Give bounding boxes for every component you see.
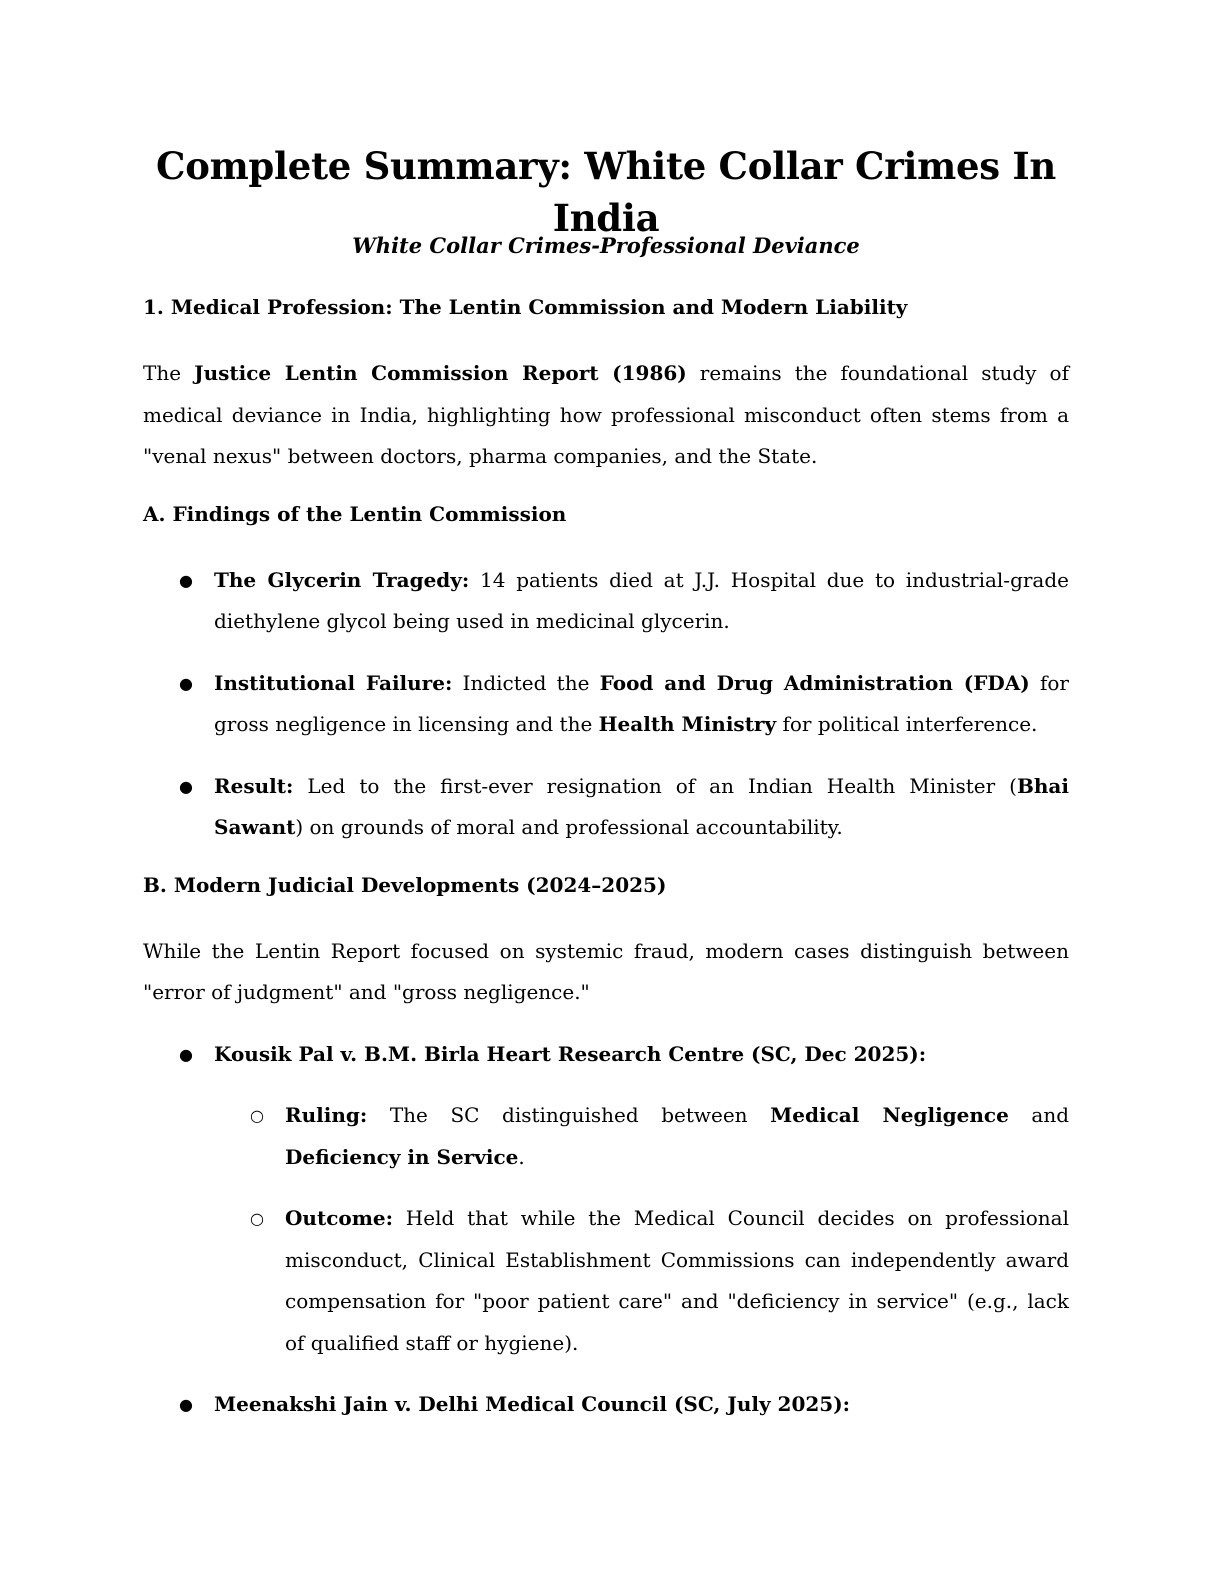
point-text: . — [518, 1144, 525, 1169]
list-item — [143, 663, 1069, 746]
bold-run: Medical Negligence — [770, 1103, 1009, 1127]
bold-run: Food and Drug Administration (FDA) — [599, 670, 1030, 695]
bullet-icon: ● — [179, 776, 193, 796]
subsection-heading-b: B. Modern Judicial Developments (2024–2025) — [143, 872, 667, 897]
bullet-icon: ● — [179, 673, 193, 693]
point-label: Ruling: — [285, 1103, 368, 1127]
case-point — [214, 1095, 1069, 1178]
bullet-icon: ● — [179, 570, 193, 590]
point-label: Outcome: — [285, 1206, 393, 1230]
case-title: Kousik Pal v. B.M. Birla Heart Research Centre (SC, Dec 2025): — [214, 1041, 927, 1066]
section-intro-paragraph — [143, 353, 1069, 478]
item-text: Indicted the — [452, 670, 600, 695]
section-heading: 1. Medical Profession: The Lentin Commission and Modern Liability — [143, 295, 908, 319]
list-item — [143, 560, 1069, 643]
bold-run: Health Ministry — [598, 712, 777, 736]
list-item — [143, 766, 1069, 849]
bold-run: Bhai Sawant — [214, 773, 1069, 839]
hollow-bullet-icon: ○ — [250, 1106, 264, 1125]
bold-run: Deficiency in Service — [285, 1144, 519, 1169]
case-points — [214, 1095, 1069, 1364]
case-item — [143, 1034, 1069, 1365]
hollow-bullet-icon: ○ — [250, 1209, 264, 1228]
item-text: for political interference. — [776, 712, 1038, 736]
case-point — [214, 1198, 1069, 1364]
findings-list — [143, 560, 1069, 849]
item-text: 14 patients died at J.J. Hospital due to industrial-grade diethylene glycol being used in medicinal glycerin. — [214, 567, 1069, 633]
document-subtitle: White Collar Crimes-Professional Deviance — [352, 233, 860, 258]
subsection-b-intro: While the Lentin Report focused on systemic fraud, modern cases distinguish between "error of judgment" and "gross negligence." — [143, 938, 1069, 1004]
bullet-icon: ● — [179, 1044, 193, 1064]
item-text: for gross negligence in licensing and the — [214, 670, 1069, 736]
document-body — [143, 291, 1069, 1446]
item-text: Led to the first-ever resignation of an Indian Health Minister ( — [293, 773, 1017, 798]
case-item — [143, 1384, 1069, 1426]
subsection-heading-a: A. Findings of the Lentin Commission — [143, 501, 567, 526]
case-title: Meenakshi Jain v. Delhi Medical Council (SC, July 2025): — [214, 1392, 851, 1416]
cases-list — [143, 1034, 1069, 1426]
item-label: Result: — [214, 773, 294, 798]
item-label: The Glycerin Tragedy: — [214, 567, 470, 592]
point-text: The SC distinguished between — [367, 1103, 771, 1127]
bold-run: Justice Lentin Commission Report (1986) — [194, 361, 687, 385]
text-run: The — [143, 361, 195, 385]
document-title: Complete Summary: White Collar Crimes In India — [156, 144, 1056, 240]
point-text: Held that while the Medical Council decides on professional misconduct, Clinical Establishment Commissions can independently award compensation for "poor patient care" and "deficiency in service" (e.g., lack of qualified staff or hygiene). — [285, 1206, 1069, 1355]
bullet-icon: ● — [179, 1395, 193, 1414]
item-label: Institutional Failure: — [214, 670, 453, 695]
item-text: ) on grounds of moral and professional accountability. — [295, 815, 843, 839]
point-text: and — [1008, 1103, 1069, 1127]
text-run: remains the foundational study of medical deviance in India, highlighting how professional misconduct often stems from a "venal nexus" between doctors, pharma companies, and the State. — [143, 361, 1069, 468]
